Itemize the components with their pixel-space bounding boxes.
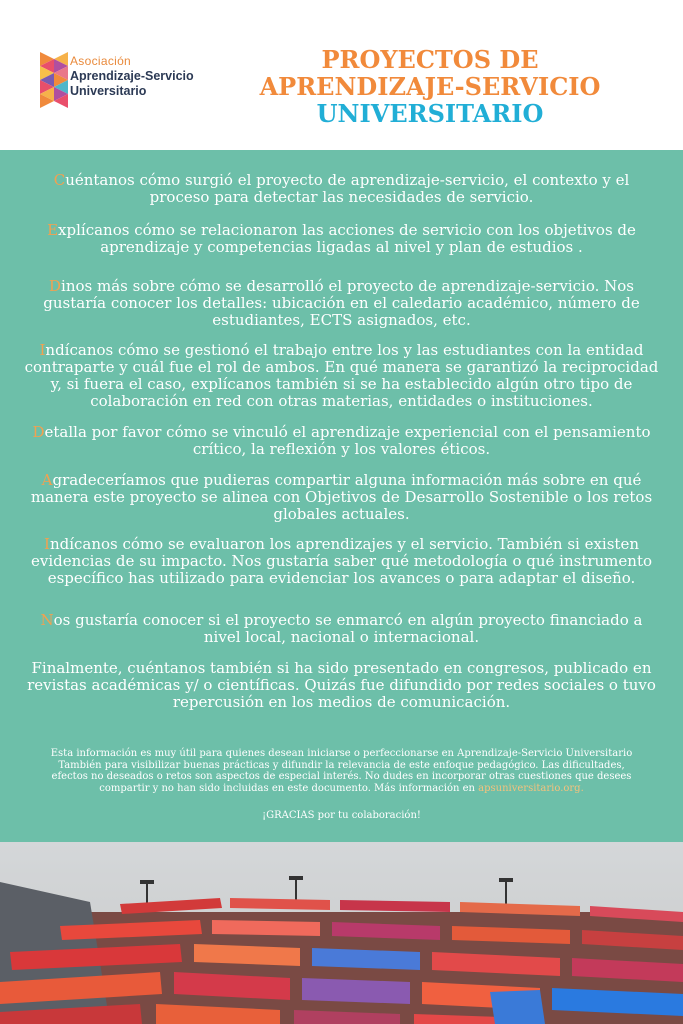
question-initial: D	[32, 423, 45, 441]
question-initial: I	[39, 341, 46, 359]
footer-line: Esta información es muy útil para quienes desean iniciarse o perfeccionarse en Aprendizaje-Servicio Universitario	[50, 748, 633, 759]
question-text: etalla por favor cómo se vinculó el aprendizaje experiencial con el pensamiento crítico, la reflexión y los valores éticos.	[44, 423, 651, 458]
thanks-message: ¡GRACIAS por tu colaboración!	[262, 810, 421, 821]
footer-line	[30, 783, 653, 795]
question-reflection	[22, 424, 661, 458]
question-initial: C	[53, 171, 66, 189]
question-initial: A	[41, 471, 53, 489]
logo-line-1: Asociación	[70, 54, 132, 68]
question-development	[22, 278, 661, 329]
question-text: inos más sobre cómo se desarrolló el proyecto de aprendizaje-servicio. Nos gustaría conocer los detalles: ubicación en el caledario académico, número de estudiantes, ECTS asignados, etc.	[43, 277, 640, 329]
question-text: gradeceríamos que pudieras compartir alguna información más sobre en qué manera este proyecto se alinea con Objetivos de Desarrollo Sostenible o los retos globales actuales.	[30, 471, 653, 523]
title-line-2: APRENDIZAJE-SERVICIO	[259, 72, 601, 101]
question-dissemination	[22, 660, 661, 711]
questions-panel	[0, 150, 683, 842]
association-logo	[40, 50, 200, 116]
question-origin	[22, 172, 661, 206]
logo-text	[70, 54, 194, 99]
question-text: Finalmente, cuéntanos también si ha sido presentado en congresos, publicado en revistas académicas y/ o científicas. Quizás fue difundido por redes sociales o tuvo repercusión en los medios de comunicación.	[27, 659, 656, 711]
title-line-3: UNIVERSITARIO	[316, 99, 544, 128]
page-title	[210, 46, 650, 127]
question-management	[22, 342, 661, 410]
footer-line: También para visibilizar buenas prácticas y difundir la relevancia de este enfoque pedagógico. Las dificultades,	[58, 759, 625, 771]
logo-line-2: Aprendizaje-Servicio	[70, 69, 194, 83]
website-link[interactable]: apsuniversitario.org.	[478, 782, 584, 794]
facade-illustration	[0, 842, 683, 1024]
question-initial: I	[44, 535, 50, 553]
footer-line: efectos no deseados o retos son aspectos de especial interés. No dudes en incorporar otras cuestiones que desees	[51, 771, 632, 782]
question-text: ndícanos cómo se gestionó el trabajo entre los y las estudiantes con la entidad contraparte y cuál fue el rol de ambos. En qué manera se garantizó la reciprocidad y, si fuera el caso, explícanos también si se ha establecido algún otro tipo de colaboración en red con otras materias, entidades o instituciones.	[24, 341, 659, 410]
header	[0, 0, 683, 150]
question-funding	[22, 612, 661, 646]
footer-note	[30, 748, 653, 794]
question-text: ndícanos cómo se evaluaron los aprendizajes y el servicio. También si existen evidencias de su impacto. Nos gustaría saber qué metodología o qué instrumento específico has utilizado para evidenciar los avances o para adaptar el diseño.	[30, 535, 653, 587]
question-text: xplícanos cómo se relacionaron las acciones de servicio con los objetivos de aprendizaje y competencias ligadas al nivel y plan de estudios .	[58, 221, 636, 256]
facade-photo	[0, 842, 683, 1024]
question-initial: E	[47, 221, 59, 239]
question-text: uéntanos cómo surgió el proyecto de aprendizaje-servicio, el contexto y el proceso para detectar las necesidades de servicio.	[65, 171, 630, 206]
logo-triangles-icon	[40, 52, 68, 114]
question-initial: D	[49, 277, 62, 295]
footer-line-text: compartir y no han sido incluidas en este documento. Más información en	[99, 782, 479, 794]
title-line-1: PROYECTOS DE	[321, 45, 539, 74]
question-initial: N	[40, 611, 54, 629]
question-evaluation	[22, 536, 661, 587]
logo-line-3: Universitario	[70, 84, 147, 98]
question-text: os gustaría conocer si el proyecto se enmarcó en algún proyecto financiado a nivel local, nacional o internacional.	[53, 611, 643, 646]
question-sdg	[22, 472, 661, 523]
question-objectives	[22, 222, 661, 256]
